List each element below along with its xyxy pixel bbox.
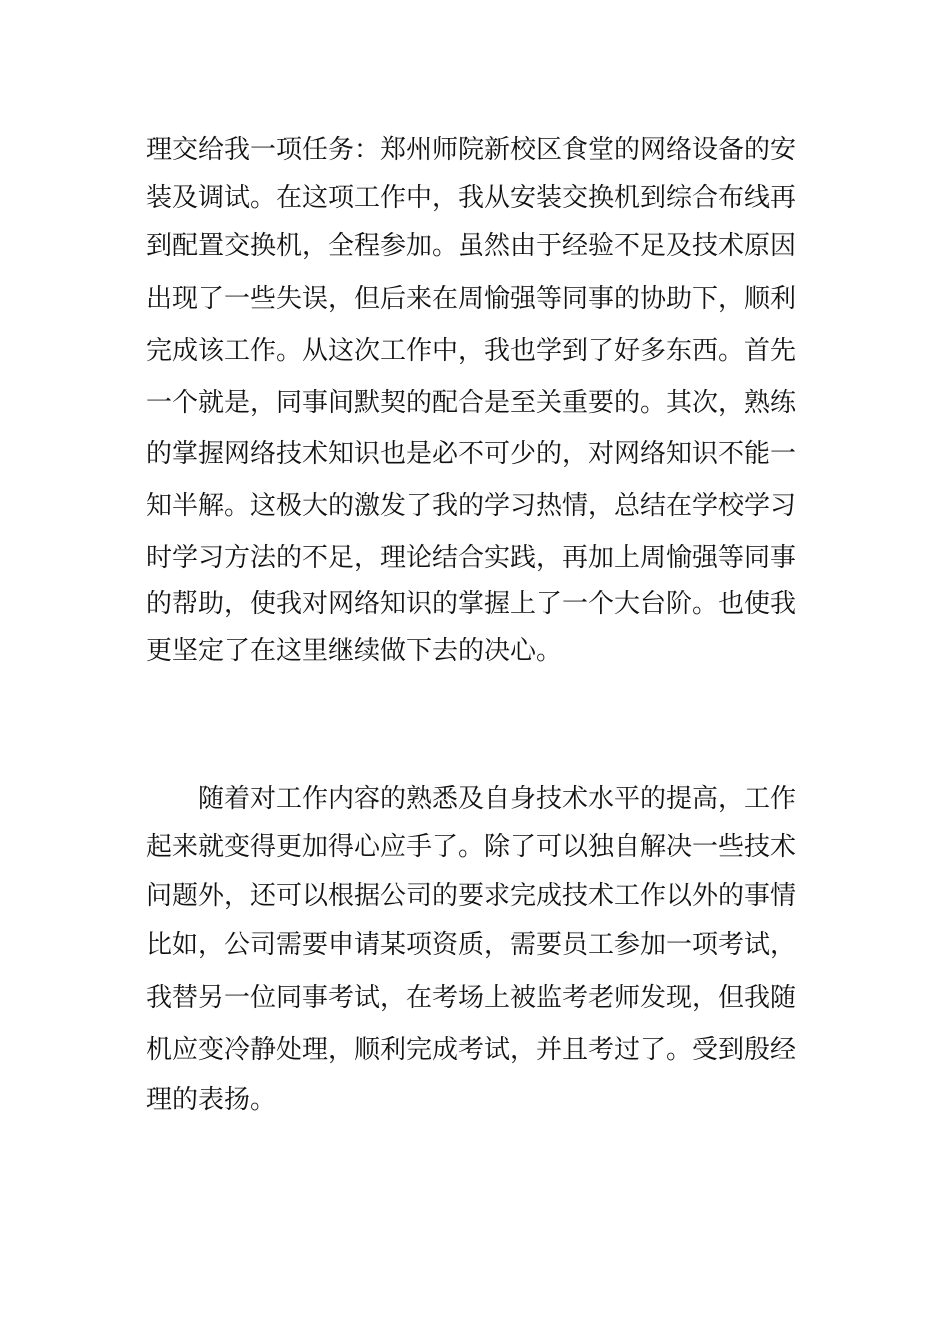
paragraph-line: 机应变冷静处理，顺利完成考试，并且考过了。受到殷经 (146, 1035, 797, 1065)
paragraph-line: 随着对工作内容的熟悉及自身技术水平的提高，工作 (198, 784, 797, 814)
paragraph-line: 我替另一位同事考试，在考场上被监考老师发现，但我随 (146, 983, 797, 1013)
paragraph-line: 的帮助，使我对网络知识的掌握上了一个大台阶。也使我 (146, 589, 797, 619)
paragraph-line: 更坚定了在这里继续做下去的决心。 (146, 636, 563, 666)
paragraph-line: 比如，公司需要申请某项资质，需要员工参加一项考试， (146, 930, 797, 960)
paragraph-line: 理交给我一项任务：郑州师院新校区食堂的网络设备的安 (146, 135, 797, 165)
paragraph-line: 知半解。这极大的激发了我的学习热情，总结在学校学习 (146, 491, 797, 521)
paragraph-line: 问题外，还可以根据公司的要求完成技术工作以外的事情 (146, 881, 797, 911)
paragraph-line: 理的表扬。 (146, 1085, 277, 1115)
paragraph-line: 的掌握网络技术知识也是必不可少的，对网络知识不能一 (146, 439, 797, 469)
paragraph-line: 装及调试。在这项工作中，我从安装交换机到综合布线再 (146, 183, 797, 213)
paragraph-line: 出现了一些失误，但后来在周愉强等同事的协助下，顺利 (146, 284, 797, 314)
paragraph-line: 到配置交换机，全程参加。虽然由于经验不足及技术原因 (146, 231, 797, 261)
paragraph-line: 完成该工作。从这次工作中，我也学到了好多东西。首先 (146, 336, 797, 366)
paragraph-line: 起来就变得更加得心应手了。除了可以独自解决一些技术 (146, 832, 797, 862)
paragraph-line: 时学习方法的不足，理论结合实践，再加上周愉强等同事 (146, 543, 797, 573)
paragraph-line: 一个就是，同事间默契的配合是至关重要的。其次，熟练 (146, 388, 797, 418)
